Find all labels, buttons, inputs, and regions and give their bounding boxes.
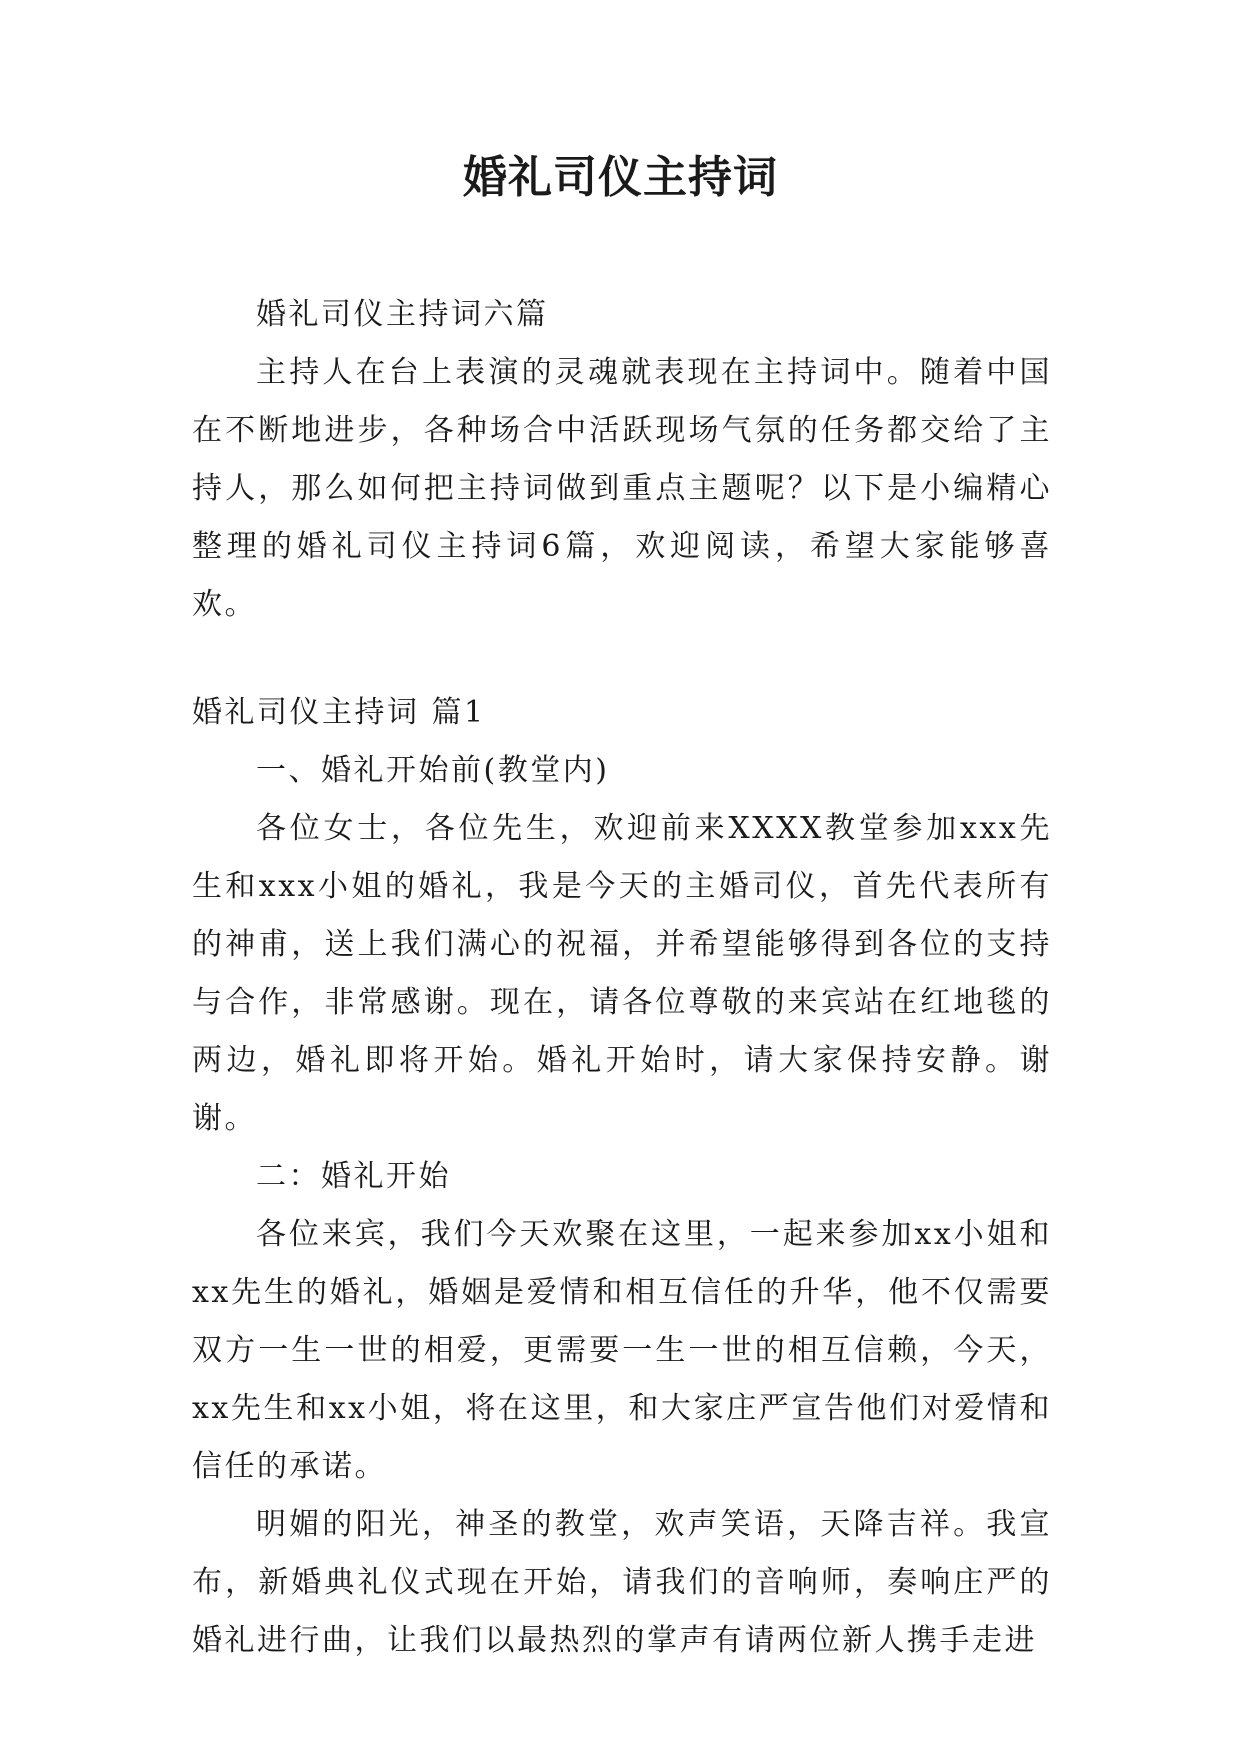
body-paragraph: 各位女士，各位先生，欢迎前来XXXX教堂参加xxx先生和xxx小姐的婚礼，我是今天的主婚司仪，首先代表所有的神甫，送上我们满心的祝福，并希望能够得到各位的支持与合作，非常感谢。现在，请各位尊敬的来宾站在红地毯的两边，婚礼即将开始。婚礼开始时，请大家保持安静。谢谢。 xyxy=(192,811,1052,1136)
part-heading-wedding-start: 二：婚礼开始 xyxy=(256,1159,451,1194)
document-title: 婚礼司仪主持词 xyxy=(463,152,778,203)
part-heading-before-wedding: 一、婚礼开始前(教堂内) xyxy=(256,753,610,788)
intro-paragraph: 主持人在台上表演的灵魂就表现在主持词中。随着中国在不断地进步，各种场合中活跃现场气氛的任务都交给了主持人，那么如何把主持词做到重点主题呢？以下是小编精心整理的婚礼司仪主持词6篇，欢迎阅读，希望大家能够喜欢。 xyxy=(192,355,1052,622)
document-body xyxy=(192,286,1052,1670)
subtitle-paragraph: 婚礼司仪主持词六篇 xyxy=(256,297,549,332)
body-paragraph: 明媚的阳光，神圣的教堂，欢声笑语，天降吉祥。我宣布，新婚典礼仪式现在开始，请我们的音响师，奏响庄严的婚礼进行曲，让我们以最热烈的掌声有请两位新人携手走进 xyxy=(192,1507,1052,1658)
body-paragraph: 各位来宾，我们今天欢聚在这里，一起来参加xx小姐和xx先生的婚礼，婚姻是爱情和相互信任的升华，他不仅需要双方一生一世的相爱，更需要一生一世的相互信赖，今天，xx先生和xx小姐，将在这里，和大家庄严宣告他们对爱情和信任的承诺。 xyxy=(192,1217,1052,1484)
section-heading: 婚礼司仪主持词 篇1 xyxy=(192,695,486,730)
